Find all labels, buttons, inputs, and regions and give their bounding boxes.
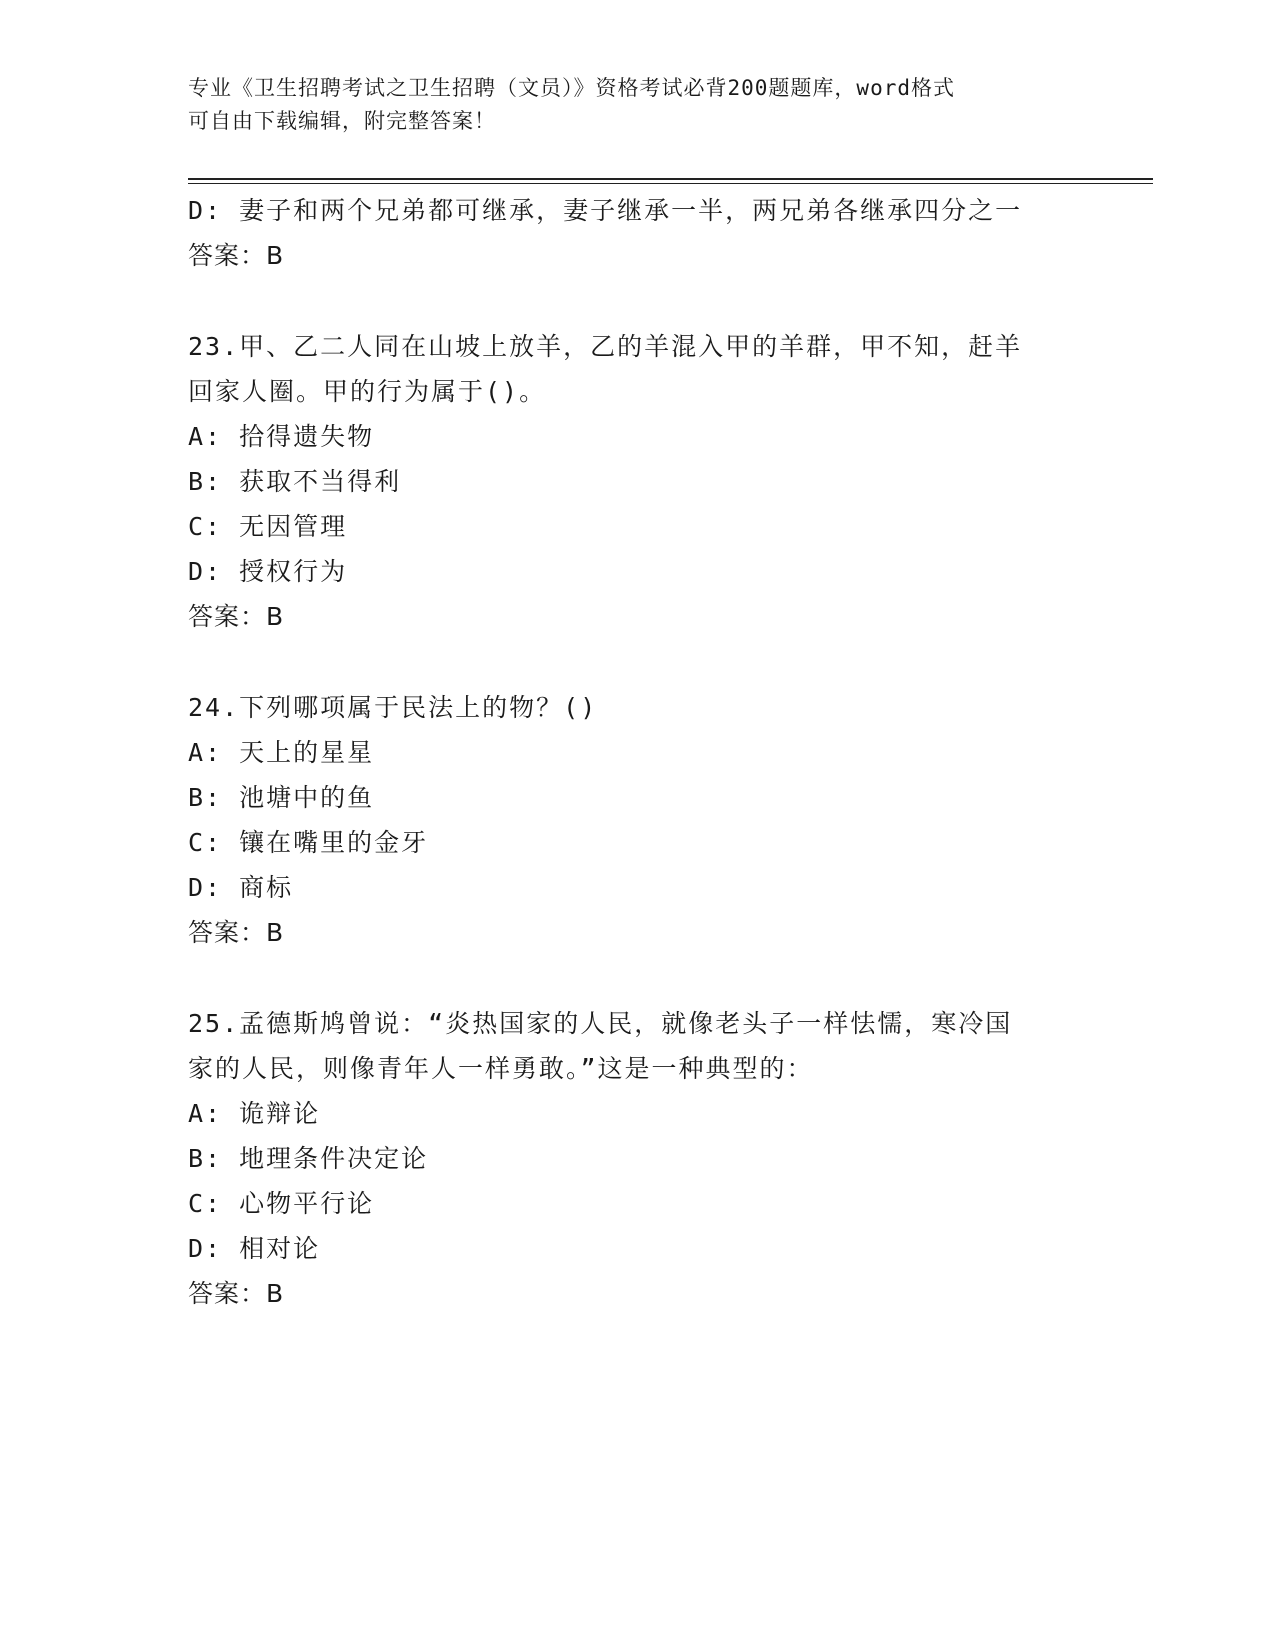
option-b: B: 地理条件决定论	[188, 1144, 429, 1173]
answer-label: 答案：B	[188, 241, 285, 270]
option-d: D: 商标	[188, 873, 294, 902]
header-divider-thick	[188, 178, 1153, 180]
option-c: C: 镶在嘴里的金牙	[188, 828, 429, 857]
option-c: C: 心物平行论	[188, 1189, 375, 1218]
option-b: B: 获取不当得利	[188, 467, 402, 496]
header-title-line-2: 可自由下载编辑，附完整答案！	[188, 109, 496, 133]
option-d: D: 妻子和两个兄弟都可继承，妻子继承一半，两兄弟各继承四分之一	[188, 196, 1023, 225]
question-stem-continued: 回家人圈。甲的行为属于()。	[188, 377, 547, 406]
answer-label: 答案：B	[188, 602, 285, 631]
question-stem-continued: 家的人民，则像青年人一样勇敢。”这是一种典型的：	[188, 1054, 814, 1083]
document-header	[188, 72, 1088, 138]
question-stem: 24.下列哪项属于民法上的物？()	[188, 693, 598, 722]
answer-label: 答案：B	[188, 918, 285, 947]
option-d: D: 授权行为	[188, 557, 348, 586]
option-b: B: 池塘中的鱼	[188, 783, 375, 812]
option-c: C: 无因管理	[188, 512, 348, 541]
question-25	[188, 1001, 1108, 1316]
option-a: A: 天上的星星	[188, 738, 375, 767]
header-title-line-1: 专业《卫生招聘考试之卫生招聘（文员）》资格考试必背200题题库，word格式	[188, 76, 955, 100]
option-a: A: 拾得遗失物	[188, 422, 375, 451]
question-stem: 25.孟德斯鸠曾说：“炎热国家的人民，就像老头子一样怯懦，寒冷国	[188, 1009, 1013, 1038]
question-stem: 23.甲、乙二人同在山坡上放羊，乙的羊混入甲的羊群，甲不知，赶羊	[188, 332, 1023, 361]
question-24	[188, 685, 1108, 955]
option-a: A: 诡辩论	[188, 1099, 321, 1128]
answer-label: 答案：B	[188, 1279, 285, 1308]
question-list	[188, 188, 1108, 1316]
question-22-tail	[188, 188, 1108, 278]
header-divider-thin	[188, 183, 1153, 184]
option-d: D: 相对论	[188, 1234, 321, 1263]
question-23	[188, 324, 1108, 639]
